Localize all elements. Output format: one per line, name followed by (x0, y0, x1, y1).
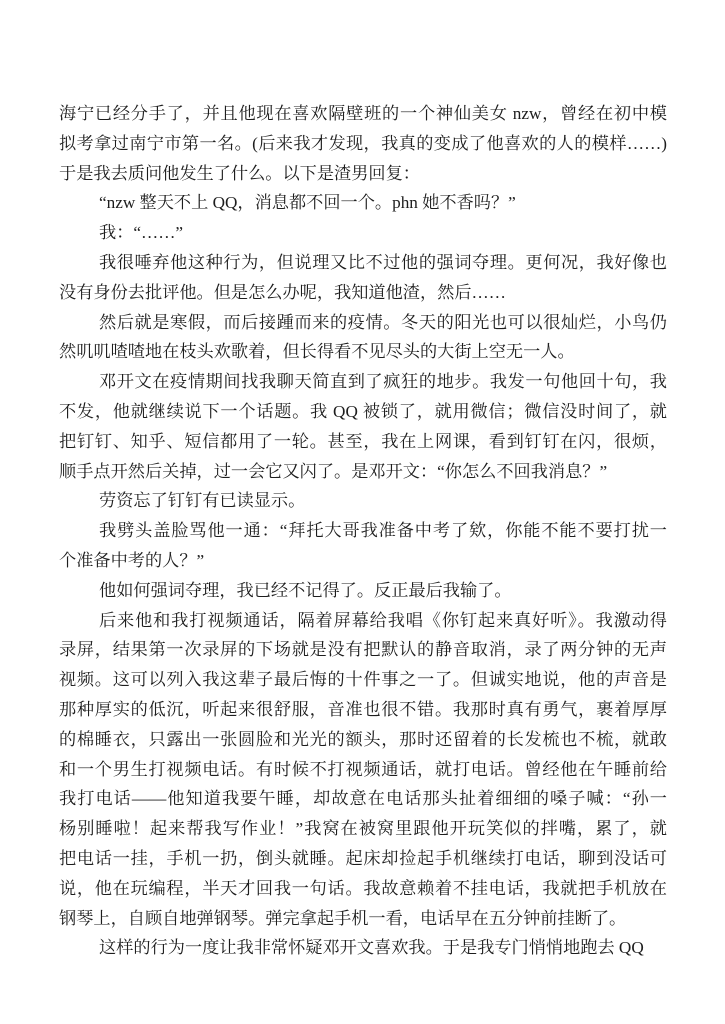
text-line: 不发，他就继续说下一个话题。我 QQ 被锁了，就用微信；微信没时间了，就 (59, 401, 667, 421)
text-line: 顺手点开然后关掉，过一会它又闪了。是邓开文：“你怎么不回我消息？” (59, 461, 608, 481)
text-line: 把钉钉、知乎、短信都用了一轮。甚至，我在上网课，看到钉钉在闪，很烦， (59, 431, 667, 451)
text-line: 那种厚实的低沉，听起来很舒服，音准也很不错。我那时真有勇气，裹着厚厚 (59, 699, 667, 719)
paragraph (59, 576, 667, 606)
paragraph (59, 188, 667, 218)
document-body (59, 99, 667, 963)
text-line: “nzw 整天不上 QQ，消息都不回一个。phn 她不香吗？” (99, 193, 516, 213)
text-line: 劳资忘了钉钉有已读显示。 (99, 491, 306, 511)
text-line: 然后就是寒假，而后接踵而来的疫情。冬天的阳光也可以很灿烂，小鸟仍 (99, 312, 667, 332)
text-line: 我劈头盖脸骂他一通：“拜托大哥我准备中考了欸，你能不能不要打扰一 (99, 521, 667, 541)
paragraph (59, 218, 667, 248)
paragraph (59, 933, 667, 963)
text-line: 和一个男生打视频电话。有时候不打视频通话，就打电话。曾经他在午睡前给 (59, 759, 667, 779)
paragraph (59, 516, 667, 576)
paragraph (59, 486, 667, 516)
text-line: 于是我去质问他发生了什么。以下是渣男回复： (59, 163, 420, 183)
text-line: 他如何强词夺理，我已经不记得了。反正最后我输了。 (99, 580, 512, 600)
text-line: 没有身份去批评他。但是怎么办呢，我知道他渣，然后…… (59, 282, 506, 302)
paragraph (59, 606, 667, 934)
text-line: 说，他在玩编程，半天才回我一句话。我故意赖着不挂电话，我就把手机放在 (59, 878, 667, 898)
text-line: 视频。这可以列入我这辈子最后悔的十件事之一了。但诚实地说，他的声音是 (59, 670, 667, 690)
text-line: 邓开文在疫情期间找我聊天简直到了疯狂的地步。我发一句他回十句，我 (99, 372, 667, 392)
text-line: 海宁已经分手了，并且他现在喜欢隔壁班的一个神仙美女 nzw，曾经在初中模 (59, 104, 667, 123)
text-line: 我：“……” (99, 223, 184, 243)
paragraph (59, 248, 667, 308)
text-line: 录屏，结果第一次录屏的下场就是没有把默认的静音取消，录了两分钟的无声 (59, 640, 667, 660)
text-line: 个准备中考的人？” (59, 550, 205, 570)
text-line: 把电话一挂，手机一扔，倒头就睡。起床却捡起手机继续打电话，聊到没话可 (59, 848, 667, 868)
text-line: 我很唾弃他这种行为，但说理又比不过他的强词夺理。更何况，我好像也 (99, 252, 667, 272)
text-line: 拟考拿过南宁市第一名。(后来我才发现，我真的变成了他喜欢的人的模样……) (59, 133, 667, 153)
text-line: 钢琴上，自顾自地弹钢琴。弹完拿起手机一看，电话早在五分钟前挂断了。 (59, 908, 627, 928)
paragraph (59, 308, 667, 368)
text-line: 杨别睡啦！起来帮我写作业！”我窝在被窝里跟他开玩笑似的拌嘴，累了，就 (59, 819, 667, 839)
text-line: 然叽叽喳喳地在枝头欢歌着，但长得看不见尽头的大街上空无一人。 (59, 342, 575, 362)
text-line: 的棉睡衣，只露出一张圆脸和光光的额头，那时还留着的长发梳也不梳，就敢 (59, 729, 667, 749)
paragraph (59, 99, 667, 188)
text-line: 后来他和我打视频通话，隔着屏幕给我唱《你钉起来真好听》。我激动得 (99, 610, 667, 630)
text-line: 我打电话——他知道我要午睡，却故意在电话那头扯着细细的嗓子喊：“孙一 (59, 789, 667, 809)
text-line: 这样的行为一度让我非常怀疑邓开文喜欢我。于是我专门悄悄地跑去 QQ (99, 938, 644, 958)
paragraph (59, 367, 667, 486)
